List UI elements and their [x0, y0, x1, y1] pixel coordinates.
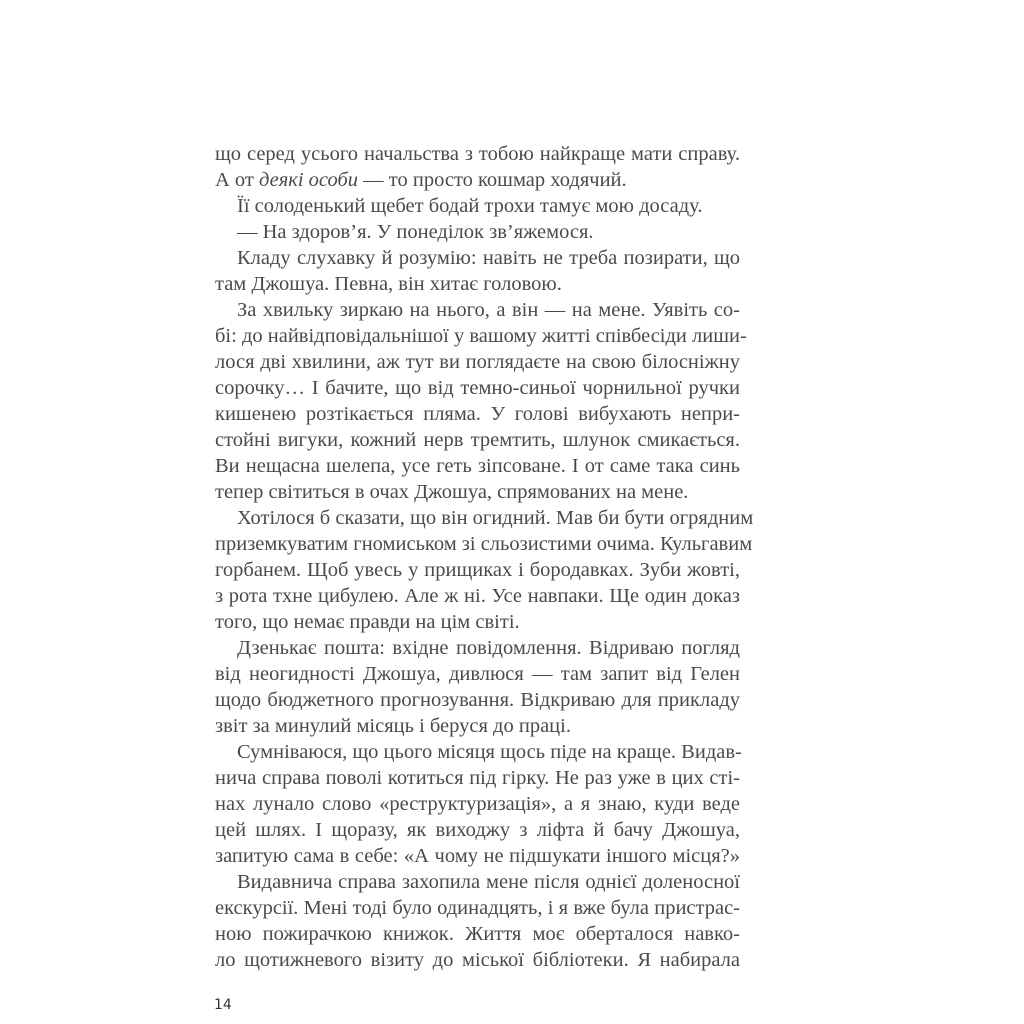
- text-line: — На здоров’я. У понеділок зв’яжемося.: [237, 221, 594, 243]
- text-line: екскурсії. Мені тоді було одинадцять, і я вже була пристрас-: [215, 897, 740, 919]
- text-segment: А от: [215, 169, 259, 191]
- text-line: бі: до найвідповідальнішої у вашому житті співбесіди лиши-: [215, 325, 747, 347]
- text-line: звіт за минулий місяць і беруся до праці.: [215, 715, 571, 737]
- text-line: ло щотижневого візиту до міської бібліотеки. Я набирала: [215, 949, 740, 971]
- text-line: там Джошуа. Певна, він хитає головою.: [215, 273, 562, 295]
- text-line: з рота тхне цибулею. Але ж ні. Усе навпаки. Ще один доказ: [215, 585, 740, 607]
- text-line: горбанем. Щоб увесь у прищиках і бородавках. Зуби жовті,: [215, 559, 740, 581]
- text-line: Дзенькає пошта: вхідне повідомлення. Відриваю погляд: [237, 637, 740, 659]
- text-line: Її солоденький щебет бодай трохи тамує мою досаду.: [237, 195, 703, 217]
- text-line: того, що немає правди на цім світі.: [215, 611, 520, 633]
- text-line: тепер світиться в очах Джошуа, спрямованих на мене.: [215, 481, 689, 503]
- text-line: Ви нещасна шелепа, усе геть зіпсоване. І от саме така синь: [215, 455, 740, 477]
- text-line: від неогидності Джошуа, дивлюся — там запит від Гелен: [215, 663, 740, 685]
- text-segment: — то просто кошмар ходячий.: [358, 169, 627, 191]
- text-line: стойні вигуки, кожний нерв тремтить, шлунок смикається.: [215, 429, 740, 451]
- page-number: 14: [214, 997, 232, 1013]
- text-line: Кладу слухавку й розумію: навіть не треба позирати, що: [237, 247, 740, 269]
- text-line: лося дві хвилини, аж тут ви поглядаєте на свою білосніжну: [215, 351, 740, 373]
- text-line: приземкуватим гномиськом зі сльозистими очима. Кульгавим: [215, 533, 753, 555]
- text-line: [215, 167, 740, 193]
- text-line: ною пожирачкою книжок. Життя моє оберталося навко-: [215, 923, 740, 945]
- text-line: Видавнича справа захопила мене після однієї доленосної: [237, 871, 740, 893]
- text-line: Хотілося б сказати, що він огидний. Мав би бути огрядним: [237, 507, 754, 529]
- text-line: Сумніваюся, що цього місяця щось піде на краще. Видав-: [237, 741, 742, 763]
- text-line: що серед усього начальства з тобою найкраще мати справу.: [215, 143, 740, 165]
- text-line: цей шлях. І щоразу, як виходжу з ліфта й бачу Джошуа,: [215, 819, 740, 841]
- text-line: сорочку… І бачите, що від темно-синьої чорнильної ручки: [215, 377, 740, 399]
- text-line: нах лунало слово «реструктуризація», а я знаю, куди веде: [215, 793, 740, 815]
- text-line: щодо бюджетного прогнозування. Відкриваю для прикладу: [215, 689, 740, 711]
- text-line: запитую сама в себе: «А чому не підшукати іншого місця?»: [215, 845, 740, 867]
- italic-phrase: деякі особи: [259, 169, 359, 191]
- text-line: кишенею розтікається пляма. У голові вибухають непри-: [215, 403, 740, 425]
- text-line: нича справа поволі котиться під гірку. Не раз уже в цих сті-: [215, 767, 740, 789]
- text-line: За хвильку зиркаю на нього, а він — на мене. Уявіть со-: [237, 299, 740, 321]
- body-text: [215, 141, 754, 973]
